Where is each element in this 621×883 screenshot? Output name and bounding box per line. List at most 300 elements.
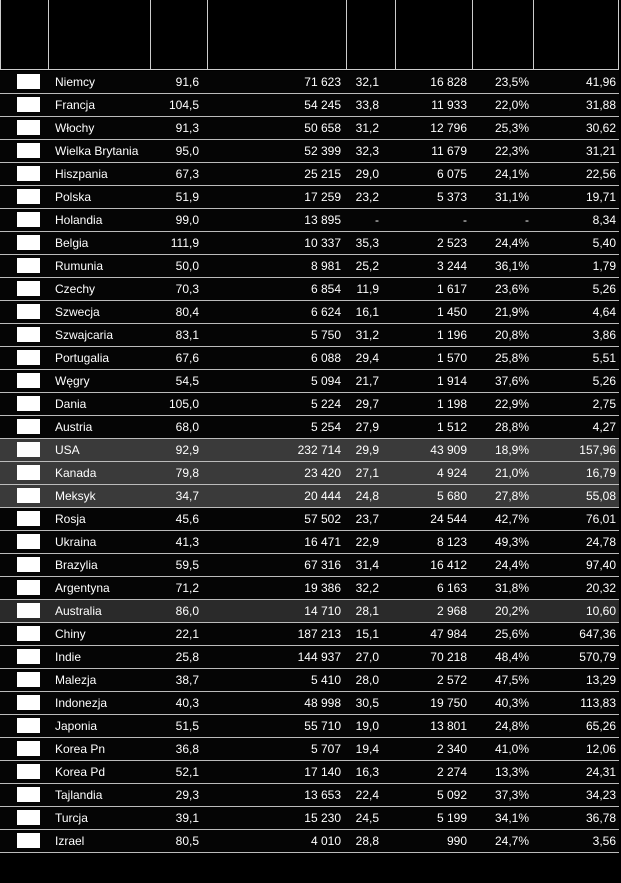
table-row bbox=[0, 485, 619, 508]
value-f: 8,34 bbox=[592, 213, 616, 227]
flag-icon bbox=[17, 143, 40, 158]
value-f: 20,32 bbox=[585, 581, 616, 595]
value-d: 16 828 bbox=[430, 75, 467, 89]
value-f: 5,26 bbox=[592, 374, 616, 388]
value-e: 31,8% bbox=[494, 581, 529, 595]
table-row bbox=[0, 508, 619, 531]
value-e: 40,3% bbox=[494, 696, 529, 710]
value-c: 16,1 bbox=[355, 305, 379, 319]
value-a: 86,0 bbox=[175, 604, 199, 618]
value-b: 5 254 bbox=[310, 420, 341, 434]
table-row bbox=[0, 531, 619, 554]
value-a: 36,8 bbox=[175, 742, 199, 756]
table-row bbox=[0, 715, 619, 738]
country-name: Kanada bbox=[55, 466, 97, 480]
value-c: 21,7 bbox=[355, 374, 379, 388]
value-c: - bbox=[375, 213, 379, 227]
value-d: 4 924 bbox=[436, 466, 467, 480]
country-name: Tajlandia bbox=[55, 788, 103, 802]
flag-icon bbox=[17, 189, 40, 204]
value-e: 25,3% bbox=[494, 121, 529, 135]
value-a: 80,4 bbox=[175, 305, 199, 319]
value-c: 29,0 bbox=[355, 167, 379, 181]
table-row bbox=[0, 600, 619, 623]
flag-icon bbox=[17, 649, 40, 664]
table-row bbox=[0, 186, 619, 209]
value-e: 13,3% bbox=[494, 765, 529, 779]
value-f: 3,86 bbox=[592, 328, 616, 342]
value-f: 5,51 bbox=[592, 351, 616, 365]
value-a: 40,3 bbox=[175, 696, 199, 710]
value-c: 23,7 bbox=[355, 512, 379, 526]
value-c: 19,0 bbox=[355, 719, 379, 733]
value-d: 16 412 bbox=[430, 558, 467, 572]
value-b: 17 259 bbox=[304, 190, 341, 204]
flag-icon bbox=[17, 212, 40, 227]
value-f: 4,27 bbox=[592, 420, 616, 434]
value-b: 20 444 bbox=[304, 489, 341, 503]
value-a: 105,0 bbox=[168, 397, 199, 411]
country-name: Chiny bbox=[55, 627, 86, 641]
country-name: Argentyna bbox=[55, 581, 110, 595]
table-row bbox=[0, 140, 619, 163]
table-row bbox=[0, 761, 619, 784]
value-f: 157,96 bbox=[579, 443, 616, 457]
value-c: 33,8 bbox=[355, 98, 379, 112]
value-f: 647,36 bbox=[579, 627, 616, 641]
value-e: 37,3% bbox=[494, 788, 529, 802]
value-a: 45,6 bbox=[175, 512, 199, 526]
flag-icon bbox=[17, 442, 40, 457]
value-b: 8 981 bbox=[310, 259, 341, 273]
country-name: Belgia bbox=[55, 236, 89, 250]
value-a: 70,3 bbox=[175, 282, 199, 296]
value-e: 28,8% bbox=[494, 420, 529, 434]
value-e: 41,0% bbox=[494, 742, 529, 756]
value-a: 68,0 bbox=[175, 420, 199, 434]
value-f: 31,88 bbox=[585, 98, 616, 112]
country-name: Malezja bbox=[55, 673, 97, 687]
flag-icon bbox=[17, 465, 40, 480]
value-a: 50,0 bbox=[175, 259, 199, 273]
table-row bbox=[0, 692, 619, 715]
value-f: 3,56 bbox=[592, 834, 616, 848]
flag-icon bbox=[17, 603, 40, 618]
table-row bbox=[0, 738, 619, 761]
value-a: 67,3 bbox=[175, 167, 199, 181]
value-d: 24 544 bbox=[430, 512, 467, 526]
value-e: 23,5% bbox=[494, 75, 529, 89]
flag-icon bbox=[17, 695, 40, 710]
value-e: 22,0% bbox=[494, 98, 529, 112]
table-row bbox=[0, 462, 619, 485]
country-name: Korea Pn bbox=[55, 742, 106, 756]
table-row bbox=[0, 416, 619, 439]
flag-icon bbox=[17, 672, 40, 687]
value-a: 83,1 bbox=[175, 328, 199, 342]
value-f: 34,23 bbox=[585, 788, 616, 802]
value-f: 36,78 bbox=[585, 811, 616, 825]
country-name: Brazylia bbox=[55, 558, 98, 572]
country-name: Turcja bbox=[55, 811, 88, 825]
flag-icon bbox=[17, 120, 40, 135]
value-b: 15 230 bbox=[304, 811, 341, 825]
flag-icon bbox=[17, 281, 40, 296]
flag-icon bbox=[17, 373, 40, 388]
value-b: 54 245 bbox=[304, 98, 341, 112]
value-d: 5 199 bbox=[436, 811, 467, 825]
value-e: 49,3% bbox=[494, 535, 529, 549]
country-name: Korea Pd bbox=[55, 765, 106, 779]
value-f: 10,60 bbox=[585, 604, 616, 618]
value-c: 19,4 bbox=[355, 742, 379, 756]
value-b: 5 224 bbox=[310, 397, 341, 411]
value-c: 29,4 bbox=[355, 351, 379, 365]
country-name: Włochy bbox=[55, 121, 95, 135]
value-f: 13,29 bbox=[585, 673, 616, 687]
value-a: 95,0 bbox=[175, 144, 199, 158]
value-e: 25,8% bbox=[494, 351, 529, 365]
value-f: 41,96 bbox=[585, 75, 616, 89]
country-name: Hiszpania bbox=[55, 167, 108, 181]
value-b: 5 750 bbox=[310, 328, 341, 342]
flag-icon bbox=[17, 166, 40, 181]
table-row bbox=[0, 669, 619, 692]
value-e: 24,7% bbox=[494, 834, 529, 848]
value-e: 23,6% bbox=[494, 282, 529, 296]
table-row bbox=[0, 232, 619, 255]
value-c: 22,9 bbox=[355, 535, 379, 549]
value-c: 35,3 bbox=[355, 236, 379, 250]
flag-icon bbox=[17, 258, 40, 273]
value-b: 67 316 bbox=[304, 558, 341, 572]
value-b: 5 410 bbox=[310, 673, 341, 687]
table-row bbox=[0, 370, 619, 393]
value-a: 91,3 bbox=[175, 121, 199, 135]
flag-icon bbox=[17, 235, 40, 250]
value-c: 22,4 bbox=[355, 788, 379, 802]
value-e: 18,9% bbox=[494, 443, 529, 457]
value-e: 21,9% bbox=[494, 305, 529, 319]
value-d: 1 570 bbox=[436, 351, 467, 365]
flag-icon bbox=[17, 764, 40, 779]
table-header bbox=[0, 0, 619, 70]
value-c: 15,1 bbox=[355, 627, 379, 641]
value-c: 31,2 bbox=[355, 328, 379, 342]
country-name: Ukraina bbox=[55, 535, 97, 549]
value-a: 34,7 bbox=[175, 489, 199, 503]
country-name: Meksyk bbox=[55, 489, 96, 503]
value-c: 24,5 bbox=[355, 811, 379, 825]
country-name: Czechy bbox=[55, 282, 96, 296]
value-f: 5,40 bbox=[592, 236, 616, 250]
value-b: 6 624 bbox=[310, 305, 341, 319]
table-row bbox=[0, 71, 619, 94]
value-e: 36,1% bbox=[494, 259, 529, 273]
value-a: 54,5 bbox=[175, 374, 199, 388]
value-f: 24,78 bbox=[585, 535, 616, 549]
value-c: 16,3 bbox=[355, 765, 379, 779]
table-row bbox=[0, 278, 619, 301]
value-b: 52 399 bbox=[304, 144, 341, 158]
country-name: Węgry bbox=[55, 374, 90, 388]
value-d: 2 523 bbox=[436, 236, 467, 250]
flag-icon bbox=[17, 557, 40, 572]
value-a: 91,6 bbox=[175, 75, 199, 89]
value-a: 51,5 bbox=[175, 719, 199, 733]
value-d: 3 244 bbox=[436, 259, 467, 273]
value-b: 6 088 bbox=[310, 351, 341, 365]
value-c: 30,5 bbox=[355, 696, 379, 710]
value-c: 27,9 bbox=[355, 420, 379, 434]
value-b: 16 471 bbox=[304, 535, 341, 549]
value-a: 67,6 bbox=[175, 351, 199, 365]
value-a: 59,5 bbox=[175, 558, 199, 572]
value-d: 19 750 bbox=[430, 696, 467, 710]
value-c: 24,8 bbox=[355, 489, 379, 503]
value-f: 113,83 bbox=[580, 696, 616, 710]
table-row bbox=[0, 324, 619, 347]
flag-icon bbox=[17, 810, 40, 825]
country-name: Indie bbox=[55, 650, 82, 664]
table-row bbox=[0, 554, 619, 577]
table-row bbox=[0, 646, 619, 669]
flag-icon bbox=[17, 787, 40, 802]
flag-icon bbox=[17, 580, 40, 595]
value-a: 104,5 bbox=[168, 98, 199, 112]
value-f: 31,21 bbox=[585, 144, 616, 158]
value-b: 25 215 bbox=[304, 167, 341, 181]
flag-icon bbox=[17, 488, 40, 503]
flag-icon bbox=[17, 396, 40, 411]
value-b: 144 937 bbox=[297, 650, 341, 664]
value-d: 1 617 bbox=[436, 282, 467, 296]
value-b: 17 140 bbox=[304, 765, 341, 779]
value-b: 57 502 bbox=[304, 512, 341, 526]
value-d: 6 163 bbox=[436, 581, 467, 595]
value-e: 37,6% bbox=[494, 374, 529, 388]
table-row bbox=[0, 255, 619, 278]
value-f: 65,26 bbox=[585, 719, 616, 733]
value-c: 23,2 bbox=[355, 190, 379, 204]
country-name: Polska bbox=[55, 190, 92, 204]
value-b: 4 010 bbox=[310, 834, 341, 848]
country-name: Holandia bbox=[55, 213, 103, 227]
value-d: 1 450 bbox=[436, 305, 467, 319]
country-name: Izrael bbox=[55, 834, 85, 848]
country-name: Rosja bbox=[55, 512, 86, 526]
country-name: USA bbox=[55, 443, 80, 457]
value-c: 25,2 bbox=[355, 259, 379, 273]
value-f: 16,79 bbox=[585, 466, 616, 480]
country-name: Rumunia bbox=[55, 259, 104, 273]
value-e: 47,5% bbox=[494, 673, 529, 687]
value-b: 48 998 bbox=[304, 696, 341, 710]
flag-icon bbox=[17, 718, 40, 733]
value-c: 32,3 bbox=[355, 144, 379, 158]
country-name: Niemcy bbox=[55, 75, 96, 89]
table-row bbox=[0, 623, 619, 646]
value-b: 14 710 bbox=[304, 604, 341, 618]
value-d: 2 968 bbox=[436, 604, 467, 618]
value-d: 1 914 bbox=[436, 374, 467, 388]
value-a: 25,8 bbox=[175, 650, 199, 664]
value-a: 29,3 bbox=[175, 788, 199, 802]
value-e: 20,2% bbox=[494, 604, 529, 618]
flag-icon bbox=[17, 741, 40, 756]
value-e: 42,7% bbox=[494, 512, 529, 526]
table-row bbox=[0, 577, 619, 600]
value-c: 32,1 bbox=[355, 75, 379, 89]
value-d: 5 373 bbox=[436, 190, 467, 204]
value-a: 51,9 bbox=[175, 190, 199, 204]
country-name: Szwecja bbox=[55, 305, 100, 319]
value-d: 13 801 bbox=[430, 719, 467, 733]
value-d: 6 075 bbox=[436, 167, 467, 181]
value-f: 1,79 bbox=[592, 259, 616, 273]
flag-icon bbox=[17, 327, 40, 342]
value-e: 22,3% bbox=[494, 144, 529, 158]
value-c: 29,7 bbox=[355, 397, 379, 411]
value-f: 24,31 bbox=[585, 765, 616, 779]
value-a: 52,1 bbox=[175, 765, 199, 779]
flag-icon bbox=[17, 97, 40, 112]
country-name: Francja bbox=[55, 98, 96, 112]
value-d: 5 680 bbox=[436, 489, 467, 503]
flag-icon bbox=[17, 833, 40, 848]
value-a: 80,5 bbox=[175, 834, 199, 848]
table-row bbox=[0, 163, 619, 186]
value-b: 6 854 bbox=[310, 282, 341, 296]
value-e: 24,4% bbox=[494, 558, 529, 572]
flag-icon bbox=[17, 350, 40, 365]
value-e: 24,8% bbox=[494, 719, 529, 733]
value-b: 23 420 bbox=[304, 466, 341, 480]
table-row bbox=[0, 347, 619, 370]
value-e: - bbox=[525, 213, 529, 227]
value-d: 8 123 bbox=[436, 535, 467, 549]
value-a: 79,8 bbox=[175, 466, 199, 480]
value-c: 28,1 bbox=[355, 604, 379, 618]
value-b: 5 707 bbox=[310, 742, 341, 756]
value-d: 70 218 bbox=[430, 650, 467, 664]
country-name: Szwajcaria bbox=[55, 328, 114, 342]
flag-icon bbox=[17, 74, 40, 89]
value-e: 48,4% bbox=[494, 650, 529, 664]
value-e: 22,9% bbox=[494, 397, 529, 411]
flag-icon bbox=[17, 419, 40, 434]
value-a: 38,7 bbox=[175, 673, 199, 687]
value-d: 12 796 bbox=[430, 121, 467, 135]
value-c: 28,8 bbox=[355, 834, 379, 848]
table-row bbox=[0, 784, 619, 807]
value-a: 22,1 bbox=[175, 627, 199, 641]
value-d: 1 198 bbox=[436, 397, 467, 411]
value-e: 31,1% bbox=[494, 190, 529, 204]
value-f: 30,62 bbox=[585, 121, 616, 135]
value-f: 97,40 bbox=[585, 558, 616, 572]
value-b: 13 653 bbox=[304, 788, 341, 802]
value-e: 25,6% bbox=[494, 627, 529, 641]
value-b: 55 710 bbox=[304, 719, 341, 733]
value-f: 76,01 bbox=[585, 512, 616, 526]
value-f: 12,06 bbox=[585, 742, 616, 756]
value-c: 11,9 bbox=[356, 282, 379, 296]
value-a: 92,9 bbox=[175, 443, 199, 457]
value-e: 24,4% bbox=[494, 236, 529, 250]
table-row bbox=[0, 94, 619, 117]
value-b: 10 337 bbox=[304, 236, 341, 250]
value-f: 2,75 bbox=[592, 397, 616, 411]
value-b: 71 623 bbox=[304, 75, 341, 89]
value-d: 11 679 bbox=[431, 144, 467, 158]
value-b: 50 658 bbox=[304, 121, 341, 135]
value-d: 2 340 bbox=[436, 742, 467, 756]
value-c: 32,2 bbox=[355, 581, 379, 595]
value-c: 29,9 bbox=[355, 443, 379, 457]
table-row bbox=[0, 117, 619, 140]
value-f: 570,79 bbox=[579, 650, 616, 664]
country-name: Wielka Brytania bbox=[55, 144, 139, 158]
value-d: 47 984 bbox=[430, 627, 467, 641]
value-c: 31,2 bbox=[355, 121, 379, 135]
value-d: - bbox=[463, 213, 467, 227]
value-a: 39,1 bbox=[175, 811, 199, 825]
value-d: 1 512 bbox=[436, 420, 467, 434]
value-c: 28,0 bbox=[355, 673, 379, 687]
value-b: 13 895 bbox=[304, 213, 341, 227]
value-d: 43 909 bbox=[430, 443, 467, 457]
value-f: 19,71 bbox=[585, 190, 616, 204]
value-c: 27,1 bbox=[355, 466, 379, 480]
value-e: 20,8% bbox=[494, 328, 529, 342]
value-d: 990 bbox=[446, 834, 467, 848]
country-name: Dania bbox=[55, 397, 87, 411]
value-b: 232 714 bbox=[297, 443, 341, 457]
flag-icon bbox=[17, 304, 40, 319]
value-a: 111,9 bbox=[170, 236, 199, 250]
value-d: 11 933 bbox=[431, 98, 467, 112]
value-e: 34,1% bbox=[494, 811, 529, 825]
value-f: 4,64 bbox=[592, 305, 616, 319]
value-b: 19 386 bbox=[304, 581, 341, 595]
value-d: 1 196 bbox=[436, 328, 467, 342]
table-row bbox=[0, 209, 619, 232]
table-row bbox=[0, 830, 619, 853]
value-b: 187 213 bbox=[297, 627, 341, 641]
value-f: 22,56 bbox=[585, 167, 616, 181]
value-d: 2 572 bbox=[436, 673, 467, 687]
value-a: 41,3 bbox=[175, 535, 199, 549]
value-c: 27,0 bbox=[355, 650, 379, 664]
country-name: Japonia bbox=[55, 719, 98, 733]
value-e: 27,8% bbox=[494, 489, 529, 503]
value-f: 55,08 bbox=[585, 489, 616, 503]
country-name: Austria bbox=[55, 420, 93, 434]
value-a: 99,0 bbox=[175, 213, 199, 227]
table-row bbox=[0, 439, 619, 462]
table-row bbox=[0, 393, 619, 416]
flag-icon bbox=[17, 511, 40, 526]
data-table bbox=[0, 71, 619, 853]
value-e: 21,0% bbox=[494, 466, 529, 480]
table-row bbox=[0, 807, 619, 830]
table-row bbox=[0, 301, 619, 324]
flag-icon bbox=[17, 534, 40, 549]
country-name: Indonezja bbox=[55, 696, 108, 710]
value-b: 5 094 bbox=[310, 374, 341, 388]
value-e: 24,1% bbox=[494, 167, 529, 181]
